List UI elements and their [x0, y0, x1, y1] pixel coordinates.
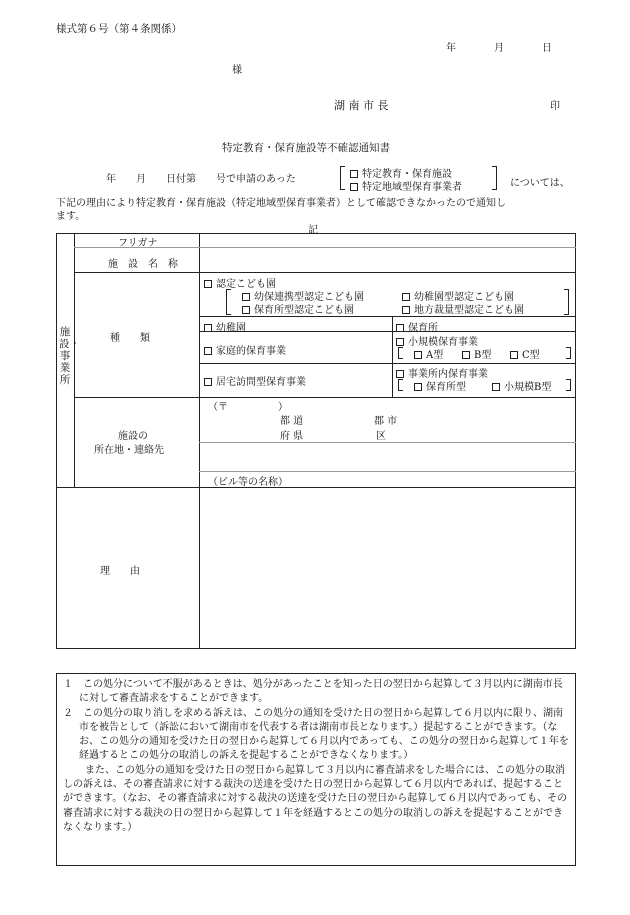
checkbox-icon [414, 351, 422, 359]
note-1: １ この処分について不服があるときは、処分があったことを知った日の翌日から起算して３月以内に湖南市長に対して審査請求をすることができます。 [63, 679, 563, 705]
jigyousho-bracket-left [398, 379, 403, 391]
type-shoukibo: 小規模保育事業 [396, 333, 478, 348]
type-c: C型 [510, 346, 540, 361]
checkbox-icon [204, 378, 212, 386]
side-label: 施設・事業所 [59, 326, 80, 386]
option-bracket-right [492, 166, 497, 190]
addressee-suffix: 様 [232, 65, 242, 76]
type-youchien: 幼稚園 [204, 319, 246, 334]
option-bracket-left [340, 166, 345, 190]
checkbox-icon [396, 338, 404, 346]
todou-label: 都 道 [280, 416, 304, 427]
issuer: 湖 南 市 長 [334, 99, 389, 112]
location-label-line2: 所在地・連絡先 [94, 445, 164, 456]
checkbox-icon [242, 293, 250, 301]
type-jh-hoikusho: 保育所型 [414, 378, 466, 393]
checkbox-icon [510, 351, 518, 359]
date-year: 年 [446, 43, 456, 54]
form-number: 様式第６号（第４条関係） [56, 23, 182, 35]
facility-name-label: 施 設 名 称 [108, 259, 178, 270]
type-section-bottom [74, 397, 576, 398]
name-row-bottom [74, 272, 576, 273]
type-chihou: 地方裁量型認定こども園 [402, 301, 524, 316]
type-jigyousho: 事業所内保育事業 [396, 365, 488, 380]
shoukibo-bracket-left [398, 347, 403, 359]
intro-line3: ます。 [56, 211, 86, 222]
shoukibo-bracket-right [566, 347, 571, 359]
intro-line2: 下記の理由により特定教育・保育施設（特定地域型保育事業者）として確認できなかったので通知し [56, 198, 506, 209]
ku-label: 区 [376, 431, 386, 442]
document-title: 特定教育・保育施設等不確認通知書 [222, 142, 390, 154]
checkbox-icon [402, 293, 410, 301]
jigyousho-bracket-right [566, 379, 571, 391]
label-column-divider [199, 233, 200, 649]
address-line-2 [199, 471, 576, 472]
nintei-bracket-right [564, 289, 569, 315]
furigana-divider [74, 247, 576, 248]
address-line-1 [199, 442, 576, 443]
reason-label: 理 由 [100, 566, 140, 577]
checkbox-icon [402, 306, 410, 314]
type-jh-shoukibo: 小規模B型 [492, 378, 551, 393]
checkbox-icon [350, 170, 358, 178]
checkbox-icon [242, 306, 250, 314]
option-specific-facility: 特定教育・保育施設 [350, 165, 452, 180]
type-youchien-type: 幼稚園型認定こども園 [402, 288, 514, 303]
type-divider-3 [199, 363, 576, 364]
type-nintei: 認定こども園 [204, 275, 276, 290]
intro-suffix: については、 [510, 178, 570, 189]
postal-code: （〒 ） [208, 402, 288, 413]
type-kyotaku: 居宅訪問型保育事業 [204, 373, 306, 388]
note-2: ２ この処分の取り消しを求める訴えは、この処分の通知を受けた日の翌日から起算して６月以内に限り、湖南市を被告として（訴訟において湖南市を代表する者は湖南市長となります。）提起することができます。（なお、この処分の通知を受けた日の翌日から起算して６月以内であっても、この処分の翌日から起算して１年を経過するとこの処分の取消しの訴えを提起することができなくなります。） [63, 707, 569, 762]
note-3: また、この処分の通知を受けた日の翌日から起算して３月以内に審査請求をした場合には、この処分の取消しの訴えは、その審査請求に対する裁決の送達を受けた日の翌日から起算して６月以内であれば、提起することができます。（なお、その審査請求に対する裁決の送達を受けた日の翌日から起算して６月以内であっても、その審査請求に対する裁決の日の翌日から起算して１年を経過するとこの処分の取消しの訴えを提起することができなくなります。） [63, 764, 568, 833]
location-section-bottom [56, 487, 576, 488]
type-a: A型 [414, 346, 443, 361]
gunshi-label: 郡 市 [374, 416, 398, 427]
notes-box [56, 673, 576, 866]
date-day: 日 [542, 43, 552, 54]
type-divider-1 [199, 316, 576, 317]
intro-date-part: 年 月 日付第 号で申請のあった [106, 174, 296, 185]
type-hoikusho: 保育所 [396, 319, 438, 334]
checkbox-icon [462, 351, 470, 359]
checkbox-icon [396, 370, 404, 378]
fuken-label: 府 県 [280, 431, 304, 442]
checkbox-icon [414, 383, 422, 391]
ki-label: 記 [308, 225, 318, 236]
building-name-label: （ビル等の名称） [208, 477, 288, 488]
location-label-line1: 施設の [118, 431, 148, 442]
checkbox-icon [492, 383, 500, 391]
nintei-bracket-left [226, 289, 231, 315]
checkbox-icon [350, 183, 358, 191]
type-mid-divider [392, 316, 393, 397]
checkbox-icon [204, 280, 212, 288]
type-katei: 家庭的保育事業 [204, 342, 286, 357]
furigana-label: フリガナ [118, 238, 158, 249]
type-b: B型 [462, 346, 491, 361]
checkbox-icon [204, 347, 212, 355]
seal-mark: 印 [550, 101, 560, 112]
type-hoikusho-type: 保育所型認定こども園 [242, 301, 354, 316]
type-yoho: 幼保連携型認定こども園 [242, 288, 364, 303]
type-label: 種 類 [110, 333, 150, 344]
date-month: 月 [494, 43, 504, 54]
type-divider-2 [199, 331, 576, 332]
option-specific-regional: 特定地域型保育事業者 [350, 178, 462, 193]
